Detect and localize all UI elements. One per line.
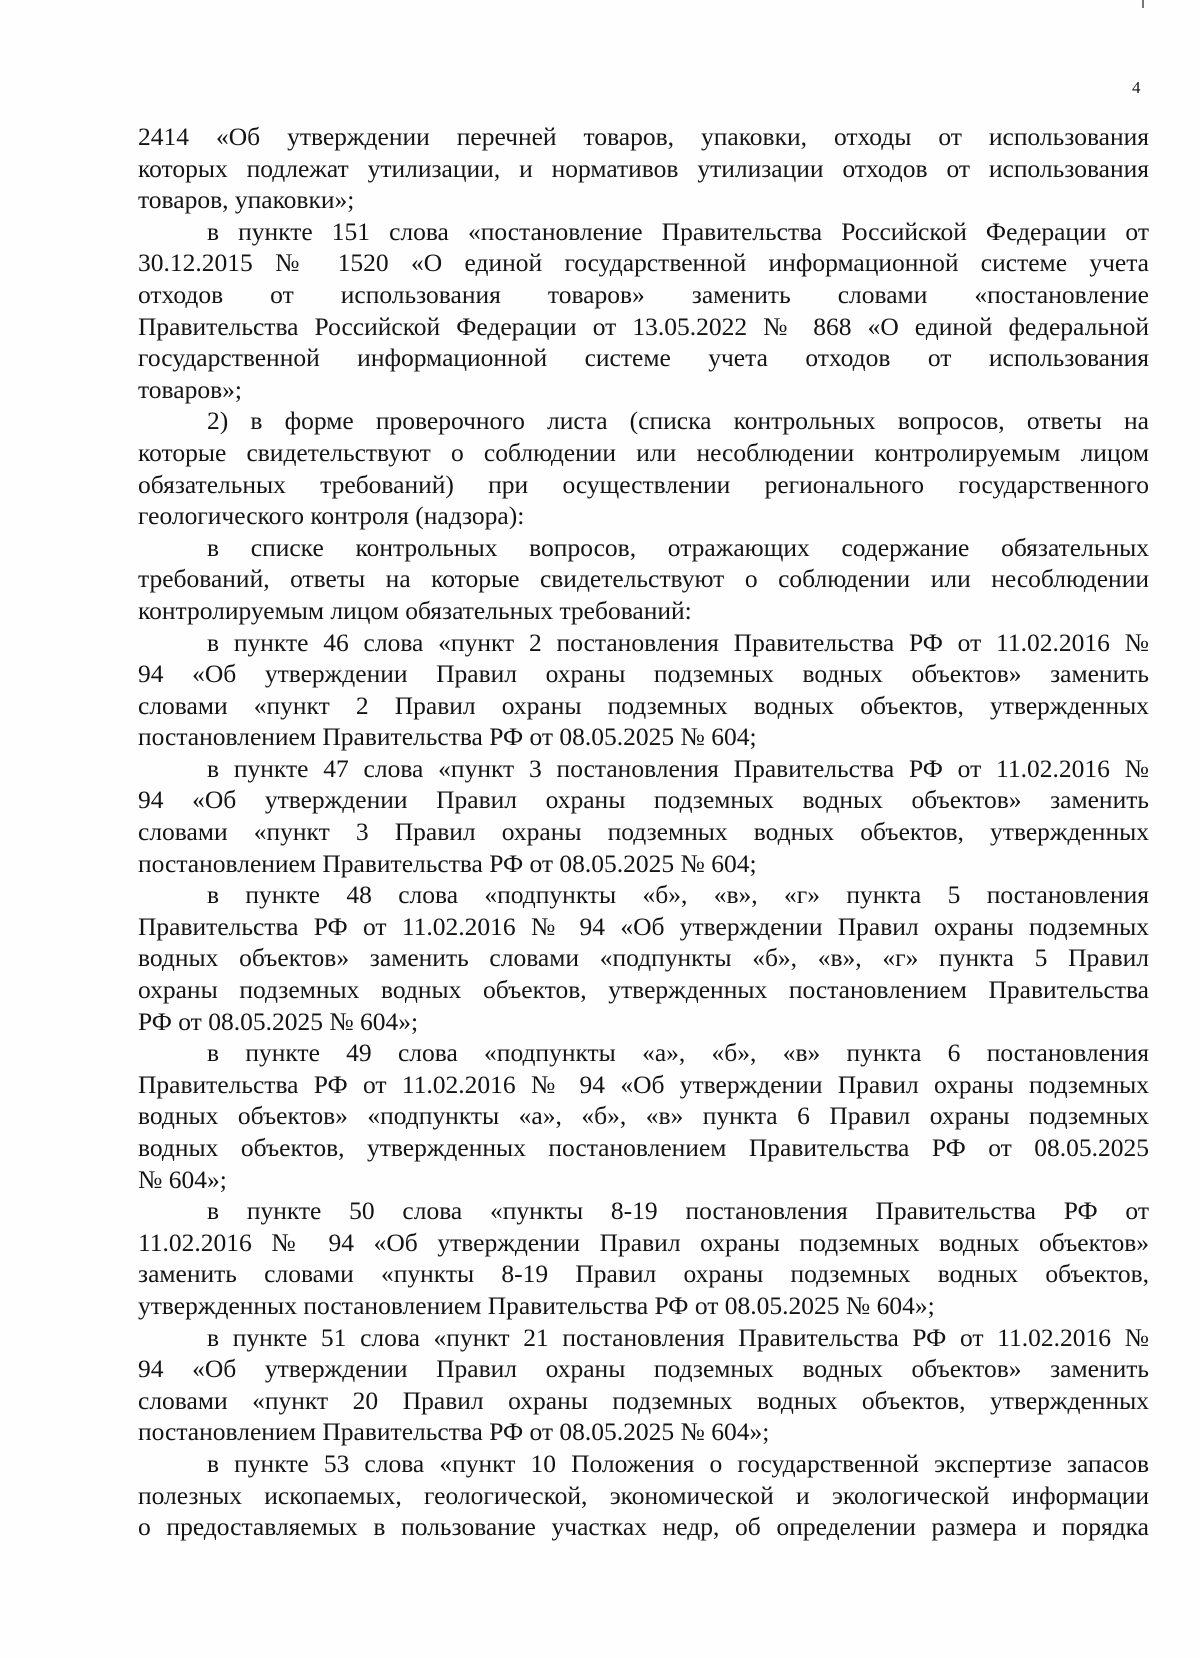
text-line: водных объектов» «подпункты «а», «б», «в» пункта 6 Правил охраны подземных bbox=[138, 1101, 1149, 1131]
text-line: которые свидетельствуют о соблюдении или несоблюдении контролируемым лицом bbox=[138, 437, 1149, 467]
text-line: в пункте 50 слова «пункты 8-19 постановления Правительства РФ от bbox=[207, 1196, 1149, 1226]
paragraph bbox=[138, 216, 1149, 406]
text-line: товаров, упаковки»; bbox=[138, 185, 355, 215]
paragraph bbox=[138, 627, 1149, 753]
text-line: в пункте 46 слова «пункт 2 постановления Правительства РФ от 11.02.2016 № bbox=[207, 627, 1149, 657]
text-line: Правительства Российской Федерации от 13.05.2022 № 868 «О единой федеральной bbox=[138, 311, 1149, 341]
text-line: 94 «Об утверждении Правил охраны подземных водных объектов» заменить bbox=[138, 1354, 1149, 1384]
paragraph bbox=[138, 1448, 1149, 1543]
text-line: в пункте 49 слова «подпункты «а», «б», «в» пункта 6 постановления bbox=[207, 1038, 1149, 1068]
paragraph bbox=[138, 405, 1149, 531]
text-line: водных объектов» заменить словами «подпункты «б», «в», «г» пункта 5 Правил bbox=[138, 943, 1149, 973]
text-line: РФ от 08.05.2025 № 604»; bbox=[138, 1006, 419, 1036]
paragraph bbox=[138, 532, 1149, 627]
text-line: 11.02.2016 № 94 «Об утверждении Правил охраны подземных водных объектов» bbox=[138, 1227, 1149, 1257]
text-line: охраны подземных водных объектов, утвержденных постановлением Правительства bbox=[138, 975, 1149, 1005]
text-line: контролируемым лицом обязательных требований: bbox=[138, 595, 692, 625]
text-line: 2414 «Об утверждении перечней товаров, упаковки, отходы от использования bbox=[138, 122, 1149, 151]
text-line: 94 «Об утверждении Правил охраны подземных водных объектов» заменить bbox=[138, 659, 1149, 689]
paragraph bbox=[138, 753, 1149, 879]
text-line: словами «пункт 20 Правил охраны подземных водных объектов, утвержденных bbox=[138, 1385, 1149, 1415]
text-line: Правительства РФ от 11.02.2016 № 94 «Об утверждении Правил охраны подземных bbox=[138, 1069, 1149, 1099]
document-body bbox=[138, 121, 1149, 1543]
text-line: геологического контроля (надзора): bbox=[138, 501, 525, 531]
text-line: постановлением Правительства РФ от 08.05.2025 № 604»; bbox=[138, 1417, 770, 1447]
text-line: государственной информационной системе учета отходов от использования bbox=[138, 343, 1149, 373]
text-line: в пункте 47 слова «пункт 3 постановления Правительства РФ от 11.02.2016 № bbox=[207, 753, 1149, 783]
text-line: в пункте 151 слова «постановление Правительства Российской Федерации от bbox=[207, 216, 1149, 246]
text-line: в пункте 48 слова «подпункты «б», «в», «г» пункта 5 постановления bbox=[207, 880, 1149, 910]
text-line: Правительства РФ от 11.02.2016 № 94 «Об утверждении Правил охраны подземных bbox=[138, 911, 1149, 941]
scan-edge-mark bbox=[1142, 0, 1144, 8]
text-line: утвержденных постановлением Правительства РФ от 08.05.2025 № 604»; bbox=[138, 1290, 935, 1320]
text-line: 2) в форме проверочного листа (списка контрольных вопросов, ответы на bbox=[207, 406, 1149, 436]
text-line: заменить словами «пункты 8-19 Правил охраны подземных водных объектов, bbox=[138, 1259, 1149, 1289]
page-number: 4 bbox=[1132, 78, 1141, 97]
text-line: которых подлежат утилизации, и нормативов утилизации отходов от использования bbox=[138, 153, 1149, 183]
text-line: словами «пункт 2 Правил охраны подземных водных объектов, утвержденных bbox=[138, 690, 1149, 720]
text-line: товаров»; bbox=[138, 374, 242, 404]
text-line: 94 «Об утверждении Правил охраны подземных водных объектов» заменить bbox=[138, 785, 1149, 815]
text-line: обязательных требований) при осуществлении регионального государственного bbox=[138, 469, 1149, 499]
text-line: о предоставляемых в пользование участках недр, об определении размера и порядка bbox=[138, 1512, 1149, 1542]
text-line: водных объектов, утвержденных постановлением Правительства РФ от 08.05.2025 bbox=[138, 1133, 1149, 1162]
paragraph bbox=[138, 879, 1149, 1037]
text-line: постановлением Правительства РФ от 08.05.2025 № 604; bbox=[138, 722, 757, 752]
text-line: в списке контрольных вопросов, отражающих содержание обязательных bbox=[207, 532, 1149, 562]
paragraph bbox=[138, 1322, 1149, 1448]
paragraph bbox=[138, 121, 1149, 216]
text-line: в пункте 51 слова «пункт 21 постановления Правительства РФ от 11.02.2016 № bbox=[207, 1322, 1149, 1352]
paragraph bbox=[138, 1195, 1149, 1321]
text-line: отходов от использования товаров» заменить словами «постановление bbox=[138, 279, 1149, 309]
text-line: № 604»; bbox=[138, 1164, 227, 1194]
text-line: 30.12.2015 № 1520 «О единой государственной информационной системе учета bbox=[138, 248, 1149, 278]
text-line: полезных ископаемых, геологической, экономической и экологической информации bbox=[138, 1480, 1149, 1510]
text-line: постановлением Правительства РФ от 08.05.2025 № 604; bbox=[138, 848, 757, 878]
text-line: словами «пункт 3 Правил охраны подземных водных объектов, утвержденных bbox=[138, 817, 1149, 847]
paragraph bbox=[138, 1037, 1149, 1195]
text-line: требований, ответы на которые свидетельствуют о соблюдении или несоблюдении bbox=[138, 564, 1149, 594]
text-line: в пункте 53 слова «пункт 10 Положения о государственной экспертизе запасов bbox=[207, 1448, 1149, 1478]
